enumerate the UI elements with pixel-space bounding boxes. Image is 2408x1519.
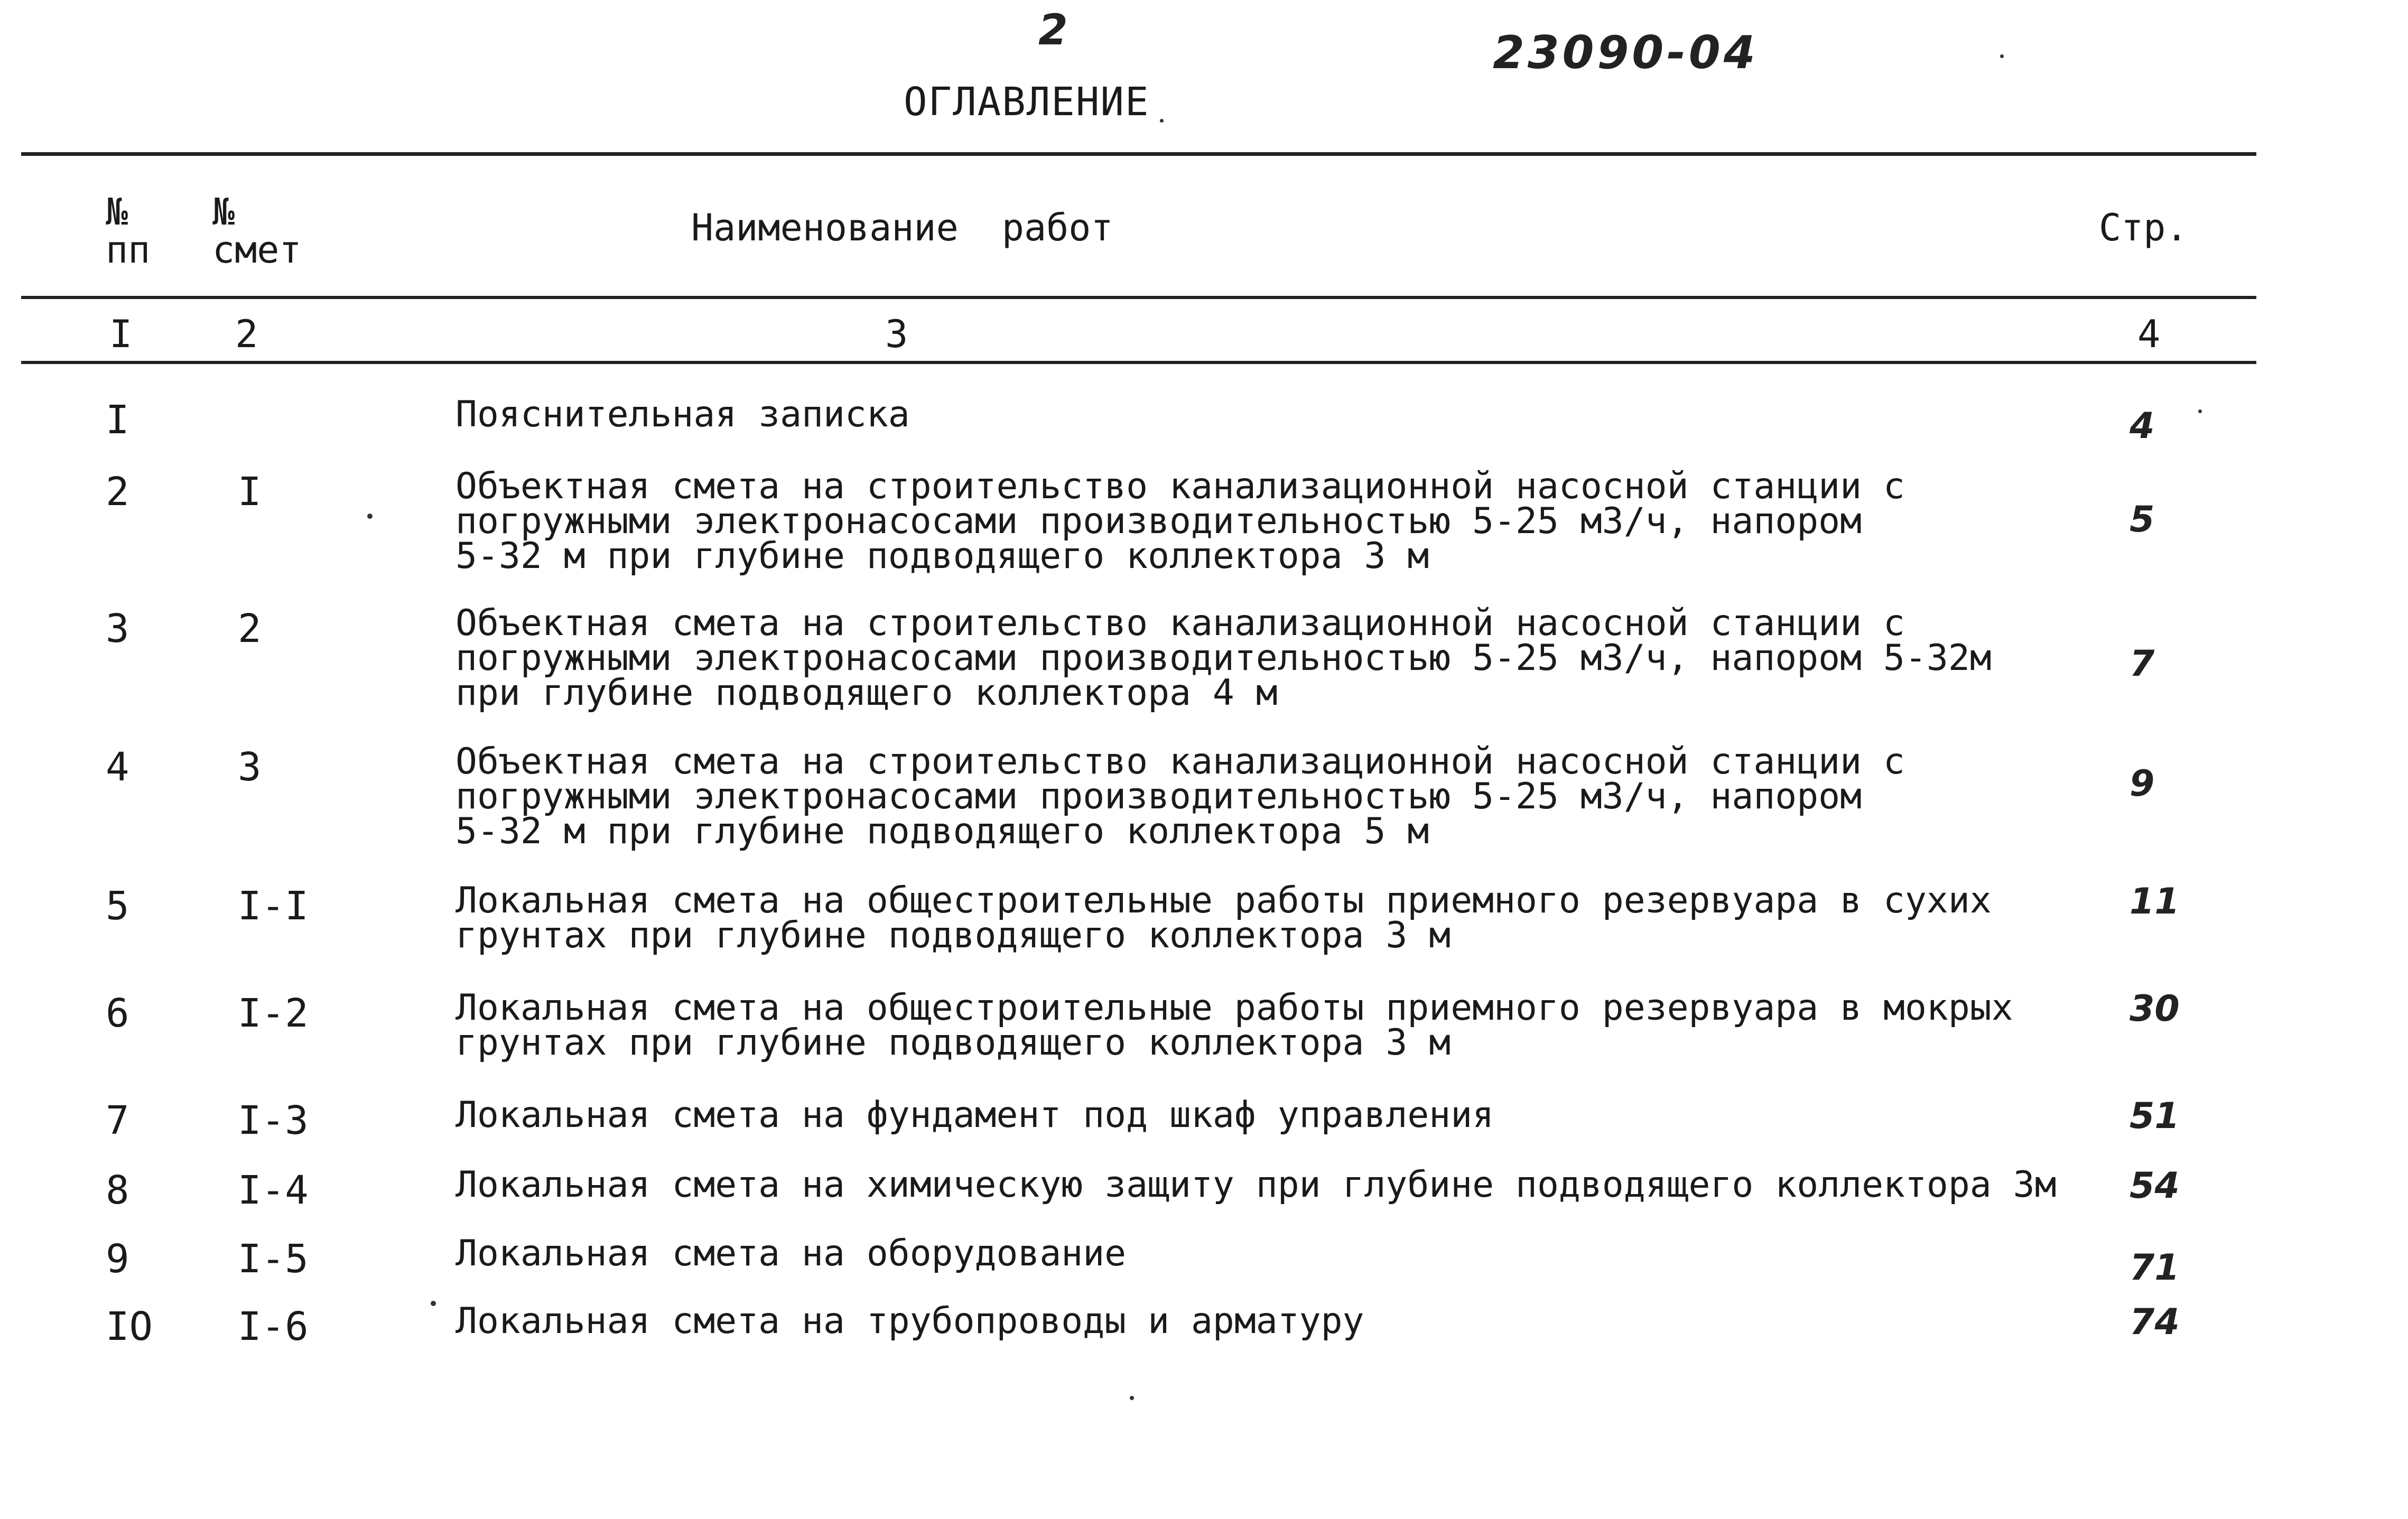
page-ref: 74	[2130, 1301, 2180, 1343]
work-name: Локальная смета на общестроительные работы приемного резервуара в сухих грунтах при глубине подводящего коллектора 3 м	[455, 880, 1992, 956]
row-number: 8	[106, 1168, 129, 1213]
row-number: 2	[106, 469, 129, 515]
work-name: Пояснительная записка	[455, 394, 910, 435]
estimate-number: I-I	[238, 883, 309, 929]
work-name: Локальная смета на химическую защиту при глубине подводящего коллектора 3м	[455, 1164, 2057, 1206]
estimate-number: I-3	[238, 1098, 309, 1143]
work-name: Локальная смета на трубопроводы и арматуру	[455, 1300, 1364, 1342]
estimate-number: I	[238, 469, 262, 515]
column-header-smet-symbol: №	[212, 190, 235, 234]
column-number-4: 4	[2137, 312, 2161, 356]
column-header-pp-symbol: №	[106, 190, 128, 234]
page-ref: 11	[2130, 881, 2180, 922]
page-ref: 4	[2130, 405, 2155, 447]
column-number-2: 2	[235, 312, 258, 356]
work-name: Объектная смета на строительство канализационной насосной станции с погружными электронасосами производительностью 5-25 м3/ч, напором 5-32м при глубине подводящего коллектора 4 м	[455, 602, 1992, 714]
page-number: 2	[1038, 5, 1068, 54]
estimate-number: I-2	[238, 991, 309, 1036]
row-number: 7	[106, 1098, 129, 1143]
column-header-smet-label: смет	[212, 228, 302, 272]
estimate-number: I-4	[238, 1168, 309, 1213]
work-name: Локальная смета на фундамент под шкаф управления	[455, 1094, 1494, 1136]
row-number: 3	[106, 606, 129, 651]
column-header-name: Наименование работ	[691, 206, 1113, 249]
column-numbers-rule	[21, 361, 2256, 364]
estimate-number: 3	[238, 744, 262, 790]
work-name: Объектная смета на строительство канализационной насосной станции с погружными электронасосами производительностью 5-25 м3/ч, напором 5-32 м при глубине подводящего коллектора 3 м	[455, 465, 1905, 577]
scan-speck	[431, 1301, 436, 1306]
estimate-number: I-5	[238, 1236, 309, 1282]
page-ref: 51	[2130, 1095, 2180, 1137]
row-number: I	[106, 397, 129, 443]
estimate-number: 2	[238, 606, 262, 651]
page-ref: 7	[2130, 643, 2155, 685]
row-number: IO	[106, 1304, 153, 1349]
row-number: 5	[106, 883, 129, 929]
column-header-smet	[212, 190, 302, 272]
page-ref: 54	[2130, 1165, 2180, 1207]
estimate-number: I-6	[238, 1304, 309, 1349]
document-code: 23090-04	[1493, 26, 1759, 79]
column-number-1: I	[109, 312, 133, 356]
header-rule	[21, 296, 2256, 299]
page-ref: 5	[2130, 499, 2155, 540]
work-name: Локальная смета на оборудование	[455, 1233, 1127, 1274]
work-name: Локальная смета на общестроительные работы приемного резервуара в мокрых грунтах при глубине подводящего коллектора 3 м	[455, 987, 2013, 1064]
column-header-pp-label: пп	[106, 228, 151, 272]
page-title: ОГЛАВЛЕНИЕ	[904, 79, 1150, 125]
scan-speck	[2000, 54, 2004, 58]
scan-speck	[1130, 1396, 1134, 1400]
page-ref: 9	[2130, 763, 2155, 805]
page-ref: 30	[2130, 988, 2180, 1030]
column-header-page: Стр.	[2099, 206, 2188, 249]
row-number: 9	[106, 1236, 129, 1282]
column-header-pp	[106, 190, 151, 272]
work-name: Объектная смета на строительство канализационной насосной станции с погружными электронасосами производительностью 5-25 м3/ч, напором 5-32 м при глубине подводящего коллектора 5 м	[455, 741, 1905, 852]
scan-speck	[1160, 119, 1164, 123]
page-ref: 71	[2130, 1247, 2180, 1289]
row-number: 6	[106, 991, 129, 1036]
scan-speck	[2198, 409, 2202, 413]
scan-speck	[367, 514, 373, 519]
row-number: 4	[106, 744, 129, 790]
top-rule	[21, 152, 2256, 156]
column-number-3: 3	[885, 312, 908, 356]
